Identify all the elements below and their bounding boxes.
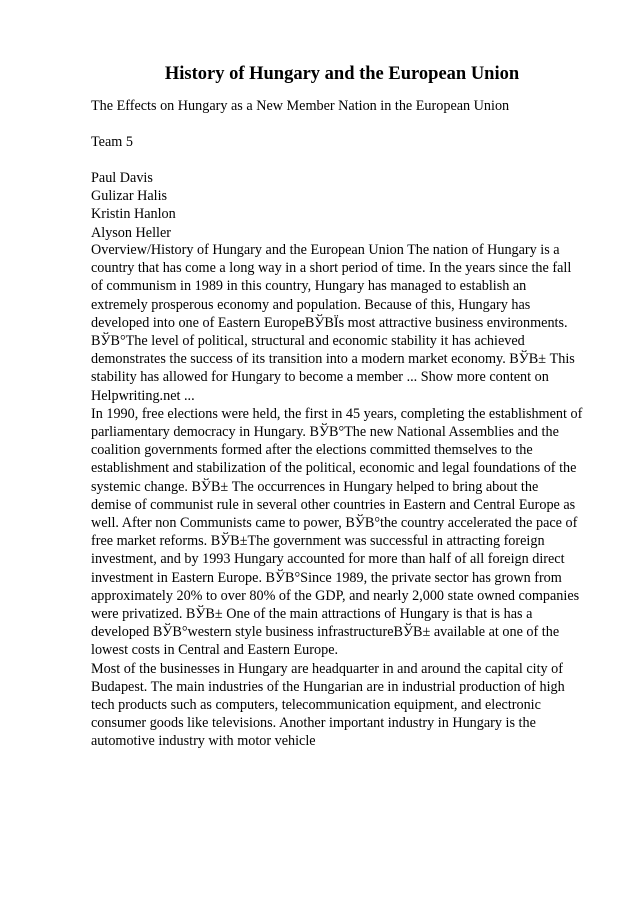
text-line: consumer goods like televisions. Another important industry in Hungary is the [91,715,536,732]
text-line: Helpwriting.net ... [91,387,195,404]
text-line: tech products such as computers, telecommunication equipment, and electronic [91,697,541,714]
text-line: stability has allowed for Hungary to become a member ... Show more content on [91,369,549,386]
text-line: parliamentary democracy in Hungary. ВЎВ°The new National Assemblies and the [91,424,559,441]
text-line: well. After non Communists came to power, ВЎВ°the country accelerated the pace of [91,515,578,532]
text-line: extremely prosperous economy and population. Because of this, Hungary has [91,296,531,313]
text-line: investment, and by 1993 Hungary accounted for more than half of all foreign direct [91,551,565,568]
text-line: ВЎВ°The level of political, structural and economic stability it has achieved [91,333,525,350]
author-name: Alyson Heller [91,224,171,241]
paragraph-overview [91,241,631,405]
author-name: Kristin Hanlon [91,206,176,223]
text-line: country that has come a long way in a short period of time. In the years since the fall [91,260,572,277]
text-line: developed into one of Eastern EuropeВЎВЇs most attractive business environments. [91,314,568,331]
text-line: approximately 20% to over 80% of the GDP, and nearly 2,000 state owned companies [91,587,580,604]
author-name: Gulizar Halis [91,188,168,205]
text-line: In 1990, free elections were held, the first in 45 years, completing the establishment of [91,405,583,422]
text-line: demonstrates the success of its transition into a modern market economy. ВЎВ± This [91,351,575,368]
text-line: were privatized. ВЎВ± One of the main attractions of Hungary is that is has a [91,606,533,623]
text-line: Overview/History of Hungary and the European Union The nation of Hungary is a [91,242,560,258]
text-line: Most of the businesses in Hungary are headquarter in and around the capital city of [91,660,563,677]
document-body [91,241,631,751]
paragraph-history [91,405,631,660]
text-line: coalition governments formed after the elections committed themselves to the [91,442,533,459]
text-line: systemic change. ВЎВ± The occurrences in Hungary helped to bring about the [91,478,539,495]
text-line: investment in Eastern Europe. ВЎВ°Since 1989, the private sector has grown from [91,569,562,586]
text-line: automotive industry with motor vehicle [91,733,316,750]
document-subtitle: The Effects on Hungary as a New Member Nation in the European Union [91,98,510,114]
paragraph-industries [91,660,631,751]
text-line: developed ВЎВ°western style business infrastructureВЎВ± available at one of the [91,624,560,641]
text-line: demise of communist rule in several other countries in Eastern and Central Europe as [91,496,576,513]
document-title: History of Hungary and the European Union [164,64,520,84]
text-line: lowest costs in Central and Eastern Europe. [91,642,339,659]
author-list [91,169,631,242]
text-line: Budapest. The main industries of the Hungarian are in industrial production of high [91,678,565,695]
author-name: Paul Davis [91,170,153,186]
text-line: establishment and stabilization of the political, economic and legal foundations of the [91,460,577,477]
text-line: of communism in 1989 in this country, Hungary has managed to establish an [91,278,527,295]
team-label: Team 5 [91,134,133,150]
text-line: free market reforms. ВЎВ±The government was successful in attracting foreign [91,533,545,550]
